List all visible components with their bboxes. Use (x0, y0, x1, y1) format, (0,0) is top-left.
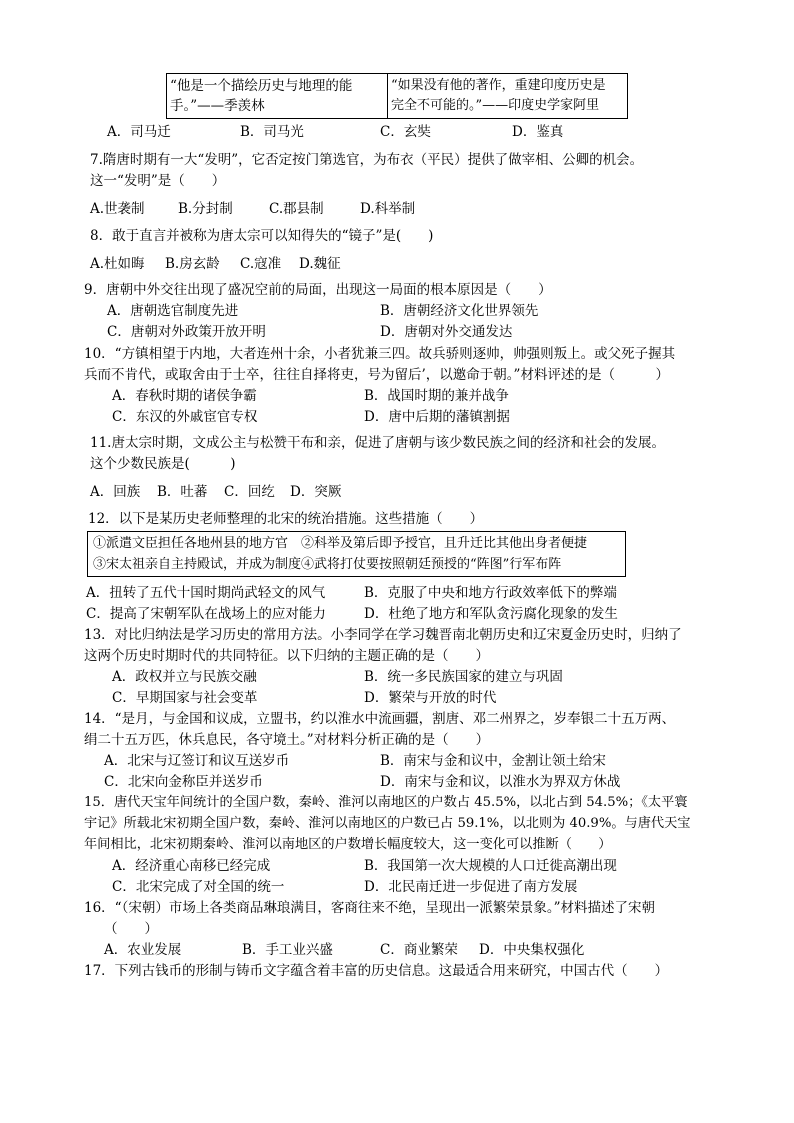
q16-option-b[interactable]: B．手工业兴盛 (242, 942, 333, 958)
q6-quote-left (167, 74, 387, 118)
q11-option-a[interactable]: A．回族 (90, 484, 141, 500)
q16-stem-line-2: （ ） (104, 921, 158, 937)
q12-measures-box (87, 531, 626, 577)
q16-stem-line-1: 16．“（宋朝）市场上各类商品琳琅满目，客商往来不绝，呈现出一派繁荣景象。”材料描述了宋朝 (84, 900, 655, 916)
q10-option-b[interactable]: B．战国时期的兼并战争 (364, 388, 509, 404)
q9-stem-line-1: 9．唐朝中外交往出现了盛况空前的局面，出现这一局面的根本原因是（ ） (84, 282, 552, 298)
q12-option-b[interactable]: B．克服了中央和地方行政效率低下的弊端 (364, 585, 617, 601)
q6-quote-table (166, 73, 628, 119)
q6-option-a[interactable]: A．司马迁 (107, 124, 171, 140)
q16-option-d[interactable]: D．中央集权强化 (479, 942, 585, 958)
q11-option-b[interactable]: B．吐蕃 (157, 484, 208, 500)
q14-option-d[interactable]: D．南宋与金和议，以淮水为界双方休战 (380, 774, 621, 790)
q11-option-c[interactable]: C．回纥 (224, 484, 275, 500)
q12-option-d[interactable]: D．杜绝了地方和军队贪污腐化现象的发生 (364, 606, 618, 622)
q10-option-d[interactable]: D．唐中后期的藩镇割据 (364, 409, 510, 425)
q16-option-a[interactable]: A．农业发展 (104, 942, 182, 958)
q12-stem-line-1: 12．以下是某历史老师整理的北宋的统治措施。这些措施（ ） (88, 511, 484, 527)
q15-option-d[interactable]: D．北民南迁进一步促进了南方发展 (364, 879, 578, 895)
quote-line: “他是一个描绘历史与地理的能 (170, 78, 353, 94)
q10-stem-line-2: 兵而不肯代，或取舍由于士卒，往往自择将吏，号为留后’，以邀命于朝。”材料评述的是（ ） (84, 367, 669, 383)
q7-option-a[interactable]: A.世袭制 (90, 201, 145, 217)
q14-option-b[interactable]: B．南宋与金和议中，金割让领土给宋 (380, 753, 606, 769)
quote-line: 完全不可能的。”——印度史学家阿里 (391, 98, 600, 113)
q15-option-c[interactable]: C．北宋完成了对全国的统一 (112, 879, 285, 895)
q9-option-d[interactable]: D．唐朝对外交通发达 (380, 324, 513, 340)
q13-option-d[interactable]: D．繁荣与开放的时代 (364, 690, 497, 706)
q8-option-a[interactable]: A.杜如晦 (90, 256, 145, 272)
q16-option-c[interactable]: C．商业繁荣 (380, 942, 458, 958)
q14-stem-line-2: 绢二十五万匹，休兵息民，各守境土。”对材料分析正确的是（ ） (84, 732, 490, 748)
q9-option-a[interactable]: A．唐朝选官制度先进 (107, 303, 239, 319)
q12-option-c[interactable]: C．提高了宋朝军队在战场上的应对能力 (86, 606, 326, 622)
q13-option-c[interactable]: C．早期国家与社会变革 (112, 690, 258, 706)
q12-option-a[interactable]: A．扭转了五代十国时期尚武轻文的风气 (86, 585, 326, 601)
q9-option-b[interactable]: B．唐朝经济文化世界领先 (380, 303, 539, 319)
measure-line: ③宋太祖亲自主持殿试，并成为制度④武将打仗要按照朝廷预授的“阵图”行军布阵 (93, 557, 562, 572)
q9-option-c[interactable]: C．唐朝对外政策开放开明 (107, 324, 266, 340)
q13-option-a[interactable]: A．政权并立与民族交融 (112, 669, 257, 685)
q7-stem-line-2: 这一“发明”是（ ） (90, 173, 226, 189)
q8-option-c[interactable]: C.寇准 (240, 256, 282, 272)
q11-option-d[interactable]: D．突厥 (290, 484, 342, 500)
q11-stem-line-1: 11.唐太宗时期，文成公主与松赞干布和亲，促进了唐朝与该少数民族之间的经济和社会的发展。 (90, 435, 665, 451)
q15-option-a[interactable]: A．经济重心南移已经完成 (112, 858, 271, 874)
q17-stem-line-1: 17．下列古钱币的形制与铸币文字蕴含着丰富的历史信息。这最适合用来研究，中国古代（ ） (84, 963, 669, 979)
q14-option-a[interactable]: A．北宋与辽签订和议互送岁币 (104, 753, 290, 769)
q10-option-c[interactable]: C．东汉的外戚宦官专权 (112, 409, 258, 425)
q6-quote-right (388, 74, 628, 118)
q8-option-d[interactable]: D.魏征 (299, 256, 341, 272)
q11-stem-line-2: 这个少数民族是( ) (90, 456, 236, 472)
q14-stem-line-1: 14．“是月，与金国和议成，立盟书，约以淮水中流画疆，割唐、邓二州界之，岁奉银二十五万两、 (84, 711, 676, 727)
q7-option-b[interactable]: B.分封制 (178, 201, 233, 217)
q8-option-b[interactable]: B.房玄龄 (165, 256, 220, 272)
q15-stem-line-3: 年间相比，北宋初期秦岭、淮河以南地区的户数增长幅度较大，这一变化可以推断（ ） (84, 837, 612, 852)
q10-option-a[interactable]: A．春秋时期的诸侯争霸 (112, 388, 257, 404)
q13-option-b[interactable]: B．统一多民族国家的建立与巩固 (364, 669, 563, 685)
q15-stem-line-2: 宇记》所载北宋初期全国户数，秦岭、淮河以南地区的户数已占 59.1%，以北则为 40.9%。与唐代天宝 (84, 816, 691, 831)
q7-stem-line-1: 7.隋唐时期有一大“发明”，它否定按门第选官，为布衣（平民）提供了做宰相、公卿的机会。 (90, 152, 644, 168)
q10-stem-line-1: 10．“方镇相望于内地，大者连州十余，小者犹兼三四。故兵骄则逐帅，帅强则叛上。或父死子握其 (84, 346, 676, 362)
q13-stem-line-1: 13．对比归纳法是学习历史的常用方法。小李同学在学习魏晋南北朝历史和辽宋夏金历史时，归纳了 (84, 627, 682, 643)
quote-line: “如果没有他的著作，重建印度历史是 (391, 78, 606, 93)
q7-option-c[interactable]: C.郡县制 (269, 201, 324, 217)
measure-line: ①派遣文臣担任各地州县的地方官 ②科举及第后即予授官，且升迁比其他出身者便捷 (93, 536, 588, 551)
q7-option-d[interactable]: D.科举制 (360, 201, 416, 217)
q15-stem-line-1: 15．唐代天宝年间统计的全国户数，秦岭、淮河以南地区的户数占 45.5%，以北占到 54.5%；《太平寰 (84, 795, 688, 810)
q13-stem-line-2: 这两个历史时期时代的共同特征。以下归纳的主题正确的是（ ） (84, 648, 489, 664)
q15-option-b[interactable]: B．我国第一次大规模的人口迁徙高潮出现 (364, 858, 617, 874)
q6-option-b[interactable]: B．司马光 (240, 124, 304, 140)
quote-line: 手。”——季羡林 (170, 98, 265, 114)
q6-option-c[interactable]: C．玄奘 (380, 124, 431, 140)
q6-option-d[interactable]: D．鉴真 (512, 124, 564, 140)
q14-option-c[interactable]: C．北宋向金称臣并送岁币 (104, 774, 263, 790)
q8-stem-line-1: 8．敢于直言并被称为唐太宗可以知得失的“镜子”是( ) (90, 228, 434, 244)
